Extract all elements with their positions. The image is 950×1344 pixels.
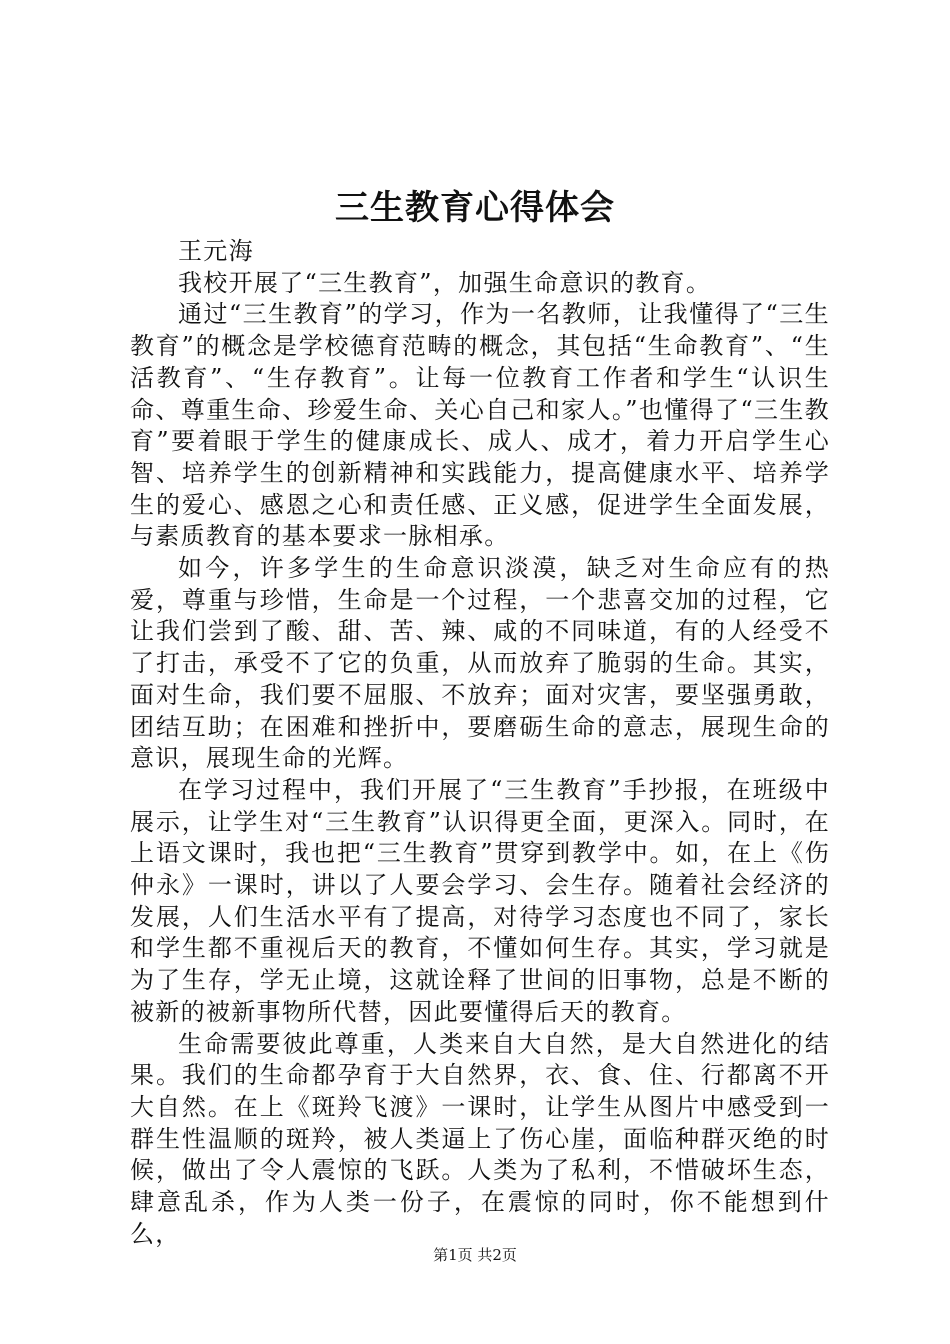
document-body xyxy=(130,236,830,1251)
paragraph-3: 如今，许多学生的生命意识淡漠，缺乏对生命应有的热爱，尊重与珍惜，生命是一个过程，一个悲喜交加的过程，它让我们尝到了酸、甜、苦、辣、咸的不同味道，有的人经受不了打击，承受不了它的负重，从而放弃了脆弱的生命。其实，面对生命，我们要不屈服、不放弃；面对灾害，要坚强勇敢，团结互助；在困难和挫折中，要磨砺生命的意志，展现生命的意识，展现生命的光辉。 xyxy=(130,554,830,773)
paragraph-5: 生命需要彼此尊重，人类来自大自然，是大自然进化的结果。我们的生命都孕育于大自然界，衣、食、住、行都离不开大自然。在上《斑羚飞渡》一课时，让学生从图片中感受到一群生性温顺的斑羚，被人类逼上了伤心崖，面临种群灭绝的时候，做出了令人震惊的飞跃。人类为了私利，不惜破坏生态，肆意乱杀，作为人类一份子，在震惊的同时，你不能想到什么， xyxy=(130,1029,830,1248)
document-title: 三生教育心得体会 xyxy=(335,188,615,228)
paragraph-4: 在学习过程中，我们开展了“三生教育”手抄报，在班级中展示，让学生对“三生教育”认识得更全面，更深入。同时，在上语文课时，我也把“三生教育”贯穿到教学中。如，在上《伤仲永》一课时，讲以了人要会学习、会生存。随着社会经济的发展，人们生活水平有了提高，对待学习态度也不同了，家长和学生都不重视后天的教育，不懂如何生存。其实，学习就是为了生存，学无止境，这就诠释了世间的旧事物，总是不断的被新的被新事物所代替，因此要懂得后天的教育。 xyxy=(130,775,830,1026)
page-number-footer: 第1页 共2页 xyxy=(433,1246,517,1264)
author-name: 王元海 xyxy=(178,237,254,265)
paragraph-2: 通过“三生教育”的学习，作为一名教师，让我懂得了“三生教育”的概念是学校德育范畴的概念，其包括“生命教育”、“生活教育”、“生存教育”。让每一位教育工作者和学生“认识生命、尊重生命、珍爱生命、关心自己和家人。”也懂得了“三生教育”要着眼于学生的健康成长、成人、成才，着力开启学生心智、培养学生的创新精神和实践能力，提高健康水平、培养学生的爱心、感恩之心和责任感、正义感，促进学生全面发展，与素质教育的基本要求一脉相承。 xyxy=(130,300,830,551)
paragraph-1: 我校开展了“三生教育”，加强生命意识的教育。 xyxy=(178,268,712,297)
